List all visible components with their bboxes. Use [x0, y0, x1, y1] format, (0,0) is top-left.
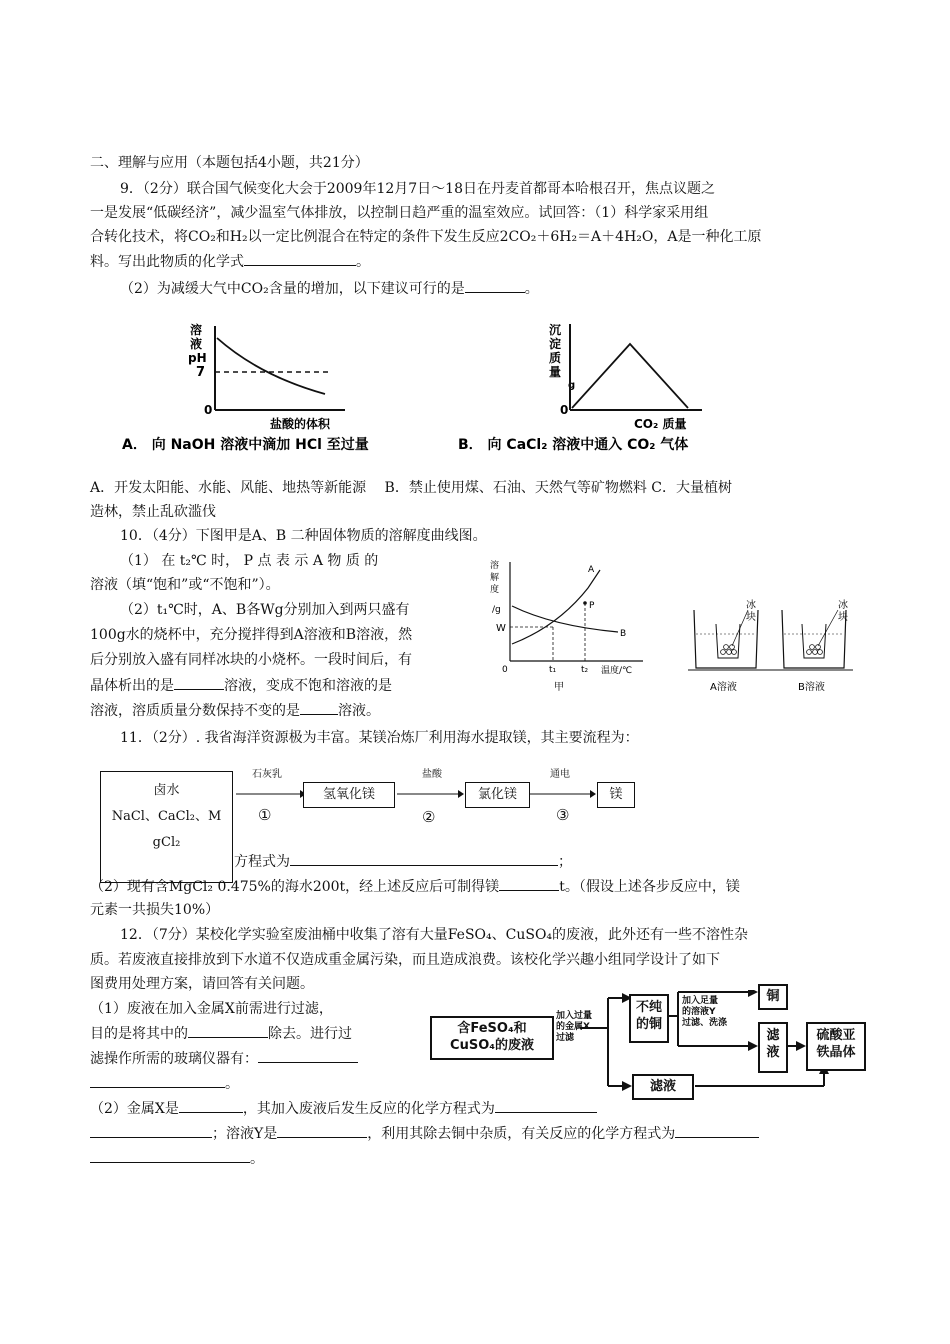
graph-b-line — [572, 344, 688, 408]
flow-box-mgcl2: 氯化镁 — [465, 782, 530, 808]
solubility-zero: 0 — [502, 665, 508, 675]
q12-p1b: 目的是将其中的 除去。进行过 — [90, 1023, 352, 1044]
label-t1: t₁ — [549, 665, 557, 675]
q12-line2: 质。若废液直接排放到下水道不仅造成重金属污染，而且造成浪费。该校化学兴趣小组同学设计了如下 — [90, 952, 720, 968]
q12-equation2-blank-1[interactable] — [675, 1123, 759, 1138]
graph-a-xlabel: 盐酸的体积 — [270, 417, 331, 431]
q12-impurity-blank[interactable] — [188, 1023, 268, 1038]
q12-equation1-blank-1[interactable] — [495, 1098, 597, 1113]
solubility-ylabel-3: 度 — [490, 585, 500, 595]
solubility-chart — [488, 556, 668, 696]
q12-equation2-blank-2[interactable] — [90, 1148, 250, 1163]
q11-line1: 11．（2分）. 我省海洋资源极为丰富。某镁冶炼厂利用海水提取镁，其主要流程为： — [120, 730, 639, 746]
beaker-a-label: A溶液 — [710, 682, 737, 693]
q10-line1: 10．（4分）下图甲是A、B 二种固体物质的溶解度曲线图。 — [120, 528, 487, 544]
solubility-ylabel-1: 溶 — [490, 561, 500, 571]
q12-p2b: ；溶液Y是 ，利用其除去铜中杂质，有关反应的化学方程式为 — [90, 1123, 759, 1144]
q12-p1d: 。 — [90, 1073, 239, 1094]
graph-b — [452, 316, 782, 456]
q11-eq-line: 方程式为 ； — [234, 851, 572, 871]
flow-step1-label: 加入过量 的金属X 过滤 — [556, 1011, 593, 1043]
ice-label-a-2: 块 — [746, 612, 756, 623]
flow-copper: 铜 — [758, 984, 788, 1010]
flow-waste-liquid: 含FeSO₄和 CuSO₄的废液 — [430, 1016, 554, 1060]
label-t2: t₂ — [581, 665, 589, 675]
ice-label-b-2: 块 — [838, 612, 848, 623]
flow-box-mg: 镁 — [597, 782, 635, 808]
flow-product: 硫酸亚 铁晶体 — [806, 1022, 866, 1071]
q11-part2: （2）现有含MgCl₂ 0.475%的海水200t，经上述反应后可制得镁 t。（假设上述各步反应中，镁 — [90, 876, 740, 897]
q11-mass-blank[interactable] — [499, 876, 559, 891]
label-p: P — [589, 601, 595, 611]
graph-a-ylabel-3: pH — [188, 351, 207, 365]
graph-a — [120, 316, 450, 456]
q12-equation1-blank-2[interactable] — [90, 1123, 212, 1138]
graph-b-ylabel-4: 量 — [549, 365, 562, 379]
q9-line1: 9．（2分）联合国气候变化大会于2009年12月7日～18日在丹麦首都哥本哈根召开，焦点议题之 — [120, 181, 715, 197]
beaker-b-label: B溶液 — [798, 682, 825, 693]
flow-filtrate-top: 滤 液 — [758, 1022, 788, 1073]
point-p — [583, 601, 587, 605]
label-b: B — [620, 629, 627, 639]
flow-start-box: 卤水 NaCl、CaCl₂、M gCl₂ — [100, 771, 233, 883]
q9-part2: （2）为减缓大气中CO₂含量的增加，以下建议可行的是 。 — [120, 278, 539, 299]
graph-b-zero: 0 — [560, 403, 569, 417]
flow-impure-copper: 不纯 的铜 — [629, 994, 669, 1043]
label-a: A — [588, 565, 595, 575]
solubility-xlabel: 温度/℃ — [601, 666, 633, 676]
q9-line2: 一是发展“低碳经济”，减少温室气体排放，以控制日趋严重的温室效应。试回答：（1）科学家采用组 — [90, 205, 709, 221]
q11-equation-blank[interactable] — [290, 851, 558, 866]
q9-options-1: A．开发太阳能、水能、风能、地热等新能源 B．禁止使用煤、石油、天然气等矿物燃料 C．大量植树 — [90, 480, 733, 496]
q12-p1c: 滤操作所需的玻璃仪器有： — [90, 1048, 358, 1069]
beakers-figure — [688, 596, 858, 696]
graph-b-caption: B． 向 CaCl₂ 溶液中通入 CO₂ 气体 — [458, 437, 689, 453]
graph-a-curve — [217, 338, 325, 394]
q10-crystal-blank[interactable] — [174, 675, 224, 690]
q9-part2-blank[interactable] — [465, 278, 525, 293]
graph-a-ylabel-2: 液 — [190, 337, 203, 351]
step-3: ③ — [556, 806, 570, 824]
graph-b-ylabel-5: g — [568, 380, 576, 391]
section-title: 二、理解与应用（本题包括4小题，共21分） — [90, 155, 369, 171]
ice-label-a-1: 冰 — [746, 600, 756, 611]
flow-step2-label: 加入足量 的溶液Y 过滤、洗涤 — [682, 996, 728, 1028]
q12-glassware-blank-1[interactable] — [258, 1048, 358, 1063]
q10-p2b: 100g水的烧杯中，充分搅拌得到A溶液和B溶液，然 — [90, 627, 413, 643]
q10-unchanged-blank[interactable] — [300, 700, 338, 715]
q9-formula-blank[interactable] — [244, 251, 356, 266]
q12-metal-x-blank[interactable] — [179, 1098, 243, 1113]
step-1: ① — [258, 806, 272, 824]
q12-solution-y-blank[interactable] — [277, 1123, 367, 1138]
reagent-2: 盐酸 — [422, 769, 442, 780]
q10-p2a: （2）t₁℃时，A、B各Wg分别加入到两只盛有 — [120, 602, 410, 618]
q9-line4: 料。写出此物质的化学式 。 — [90, 251, 370, 272]
beaker-b — [782, 610, 846, 668]
flow-box-mgoh2: 氢氧化镁 — [303, 782, 395, 808]
q12-line1: 12．（7分）某校化学实验室废油桶中收集了溶有大量FeSO₄、CuSO₄的废液，此外还有一些不溶性杂 — [120, 927, 749, 943]
q12-p1a: （1）废液在加入金属X前需进行过滤， — [90, 1001, 333, 1017]
q9-line3: 合转化技术，将CO₂和H₂以一定比例混合在特定的条件下发生反应2CO₂＋6H₂＝A＋4H₂O，A是一种化工原 — [90, 229, 762, 245]
q12-p2c: 。 — [90, 1148, 264, 1169]
q12-glassware-blank-2[interactable] — [90, 1073, 225, 1088]
curve-b — [512, 606, 618, 632]
flow-filtrate-bottom: 滤液 — [632, 1074, 694, 1100]
curve-a — [512, 570, 600, 644]
graph-a-zero: 0 — [204, 403, 213, 417]
graph-a-caption: A． 向 NaOH 溶液中滴加 HCl 至过量 — [122, 437, 369, 453]
q10-p1a: （1） 在 t₂℃ 时， P 点 表 示 A 物 质 的 — [120, 553, 379, 569]
reagent-3: 通电 — [550, 769, 570, 780]
graph-b-xlabel: CO₂ 质量 — [634, 417, 687, 431]
solubility-ylabel-2: 解 — [490, 573, 500, 583]
graph-a-ylabel-1: 溶 — [190, 323, 203, 337]
q10-p2d: 晶体析出的是 溶液，变成不饱和溶液的是 — [90, 675, 392, 696]
graph-a-seven: 7 — [196, 365, 206, 380]
graph-b-ylabel-2: 淀 — [549, 337, 562, 351]
q9-options-2: 造林，禁止乱砍滥伐 — [90, 504, 216, 520]
ice-label-b-1: 冰 — [838, 600, 848, 611]
graph-b-ylabel-1: 沉 — [549, 323, 562, 337]
q12-p2a: （2）金属X是 ，其加入废液后发生反应的化学方程式为 — [90, 1098, 597, 1119]
q10-p2c: 后分别放入盛有同样冰块的小烧杯。一段时间后，有 — [90, 652, 412, 668]
solubility-ylabel-4: /g — [492, 605, 501, 615]
q11-part2-end: 元素一共损失10%） — [90, 902, 220, 918]
q12-line3: 图费用处理方案，请回答有关问题。 — [90, 976, 314, 992]
graph-b-ylabel-3: 质 — [549, 351, 562, 365]
q11-flow-arrows — [234, 760, 654, 830]
q10-p2e: 溶液，溶质质量分数保持不变的是 溶液。 — [90, 700, 380, 721]
solubility-w: W — [496, 623, 506, 634]
q10-p1b: 溶液（填“饱和”或“不饱和”）。 — [90, 577, 280, 593]
step-2: ② — [422, 808, 436, 826]
solubility-caption: 甲 — [554, 682, 564, 693]
reagent-1: 石灰乳 — [252, 769, 282, 780]
